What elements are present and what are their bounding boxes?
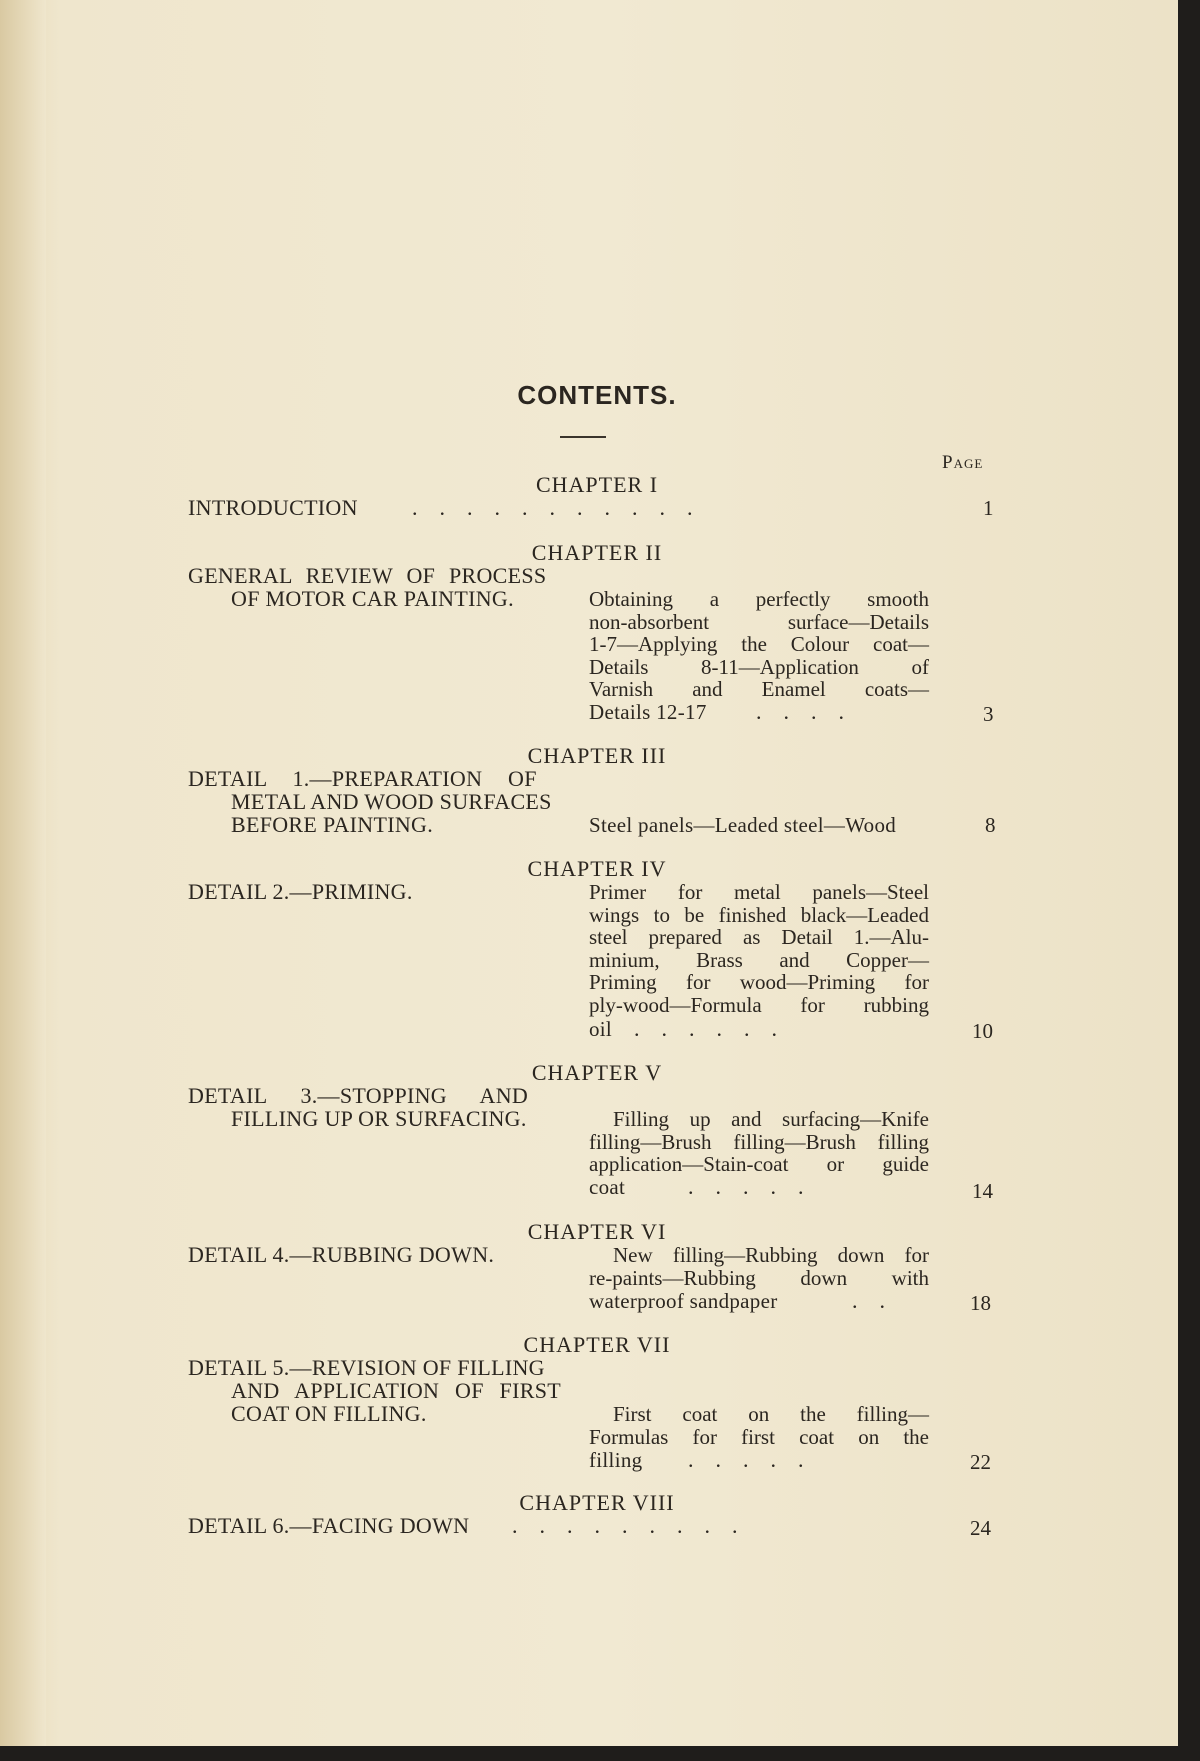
leader-dots: ......... [512, 1513, 760, 1538]
description-line: Priming for wood—Priming for [589, 970, 929, 995]
chapter-description [589, 1403, 929, 1448]
description-line: 1-7—Applying the Colour coat— [589, 632, 929, 657]
chapter-heading: COAT ON FILLING. [231, 1401, 427, 1426]
description-line: New filling—Rubbing down for [613, 1243, 929, 1267]
chapter-description [589, 1244, 929, 1289]
page-number: 3 [983, 702, 994, 726]
description-line: ply-wood—Formula for rubbing [589, 992, 929, 1017]
leader-dots: ........... [412, 495, 715, 520]
description-line: wings to be finished black—Leaded [589, 902, 929, 927]
page-column-heading: Page [942, 452, 984, 473]
leader-dots: ...... [634, 1016, 799, 1041]
chapter-heading: GENERAL REVIEW OF PROCESS [188, 563, 547, 588]
chapter-heading: DETAIL 1.—PREPARATION OF [188, 766, 537, 791]
chapter-heading: DETAIL 4.—RUBBING DOWN. [188, 1242, 495, 1267]
description-line: minium, Brass and Copper— [589, 947, 929, 972]
page-number: 8 [985, 813, 996, 837]
book-edge-bottom [0, 1746, 1200, 1761]
chapter-description [589, 881, 929, 1017]
contents-title: CONTENTS. [517, 380, 677, 410]
chapter-label: CHAPTER VI [527, 1219, 667, 1244]
leader-dots: ..... [688, 1447, 826, 1472]
chapter-description [589, 1108, 929, 1176]
chapter-heading: DETAIL 6.—FACING DOWN [188, 1513, 470, 1538]
chapter-label: CHAPTER VIII [519, 1490, 675, 1515]
chapter-heading: INTRODUCTION [188, 495, 358, 520]
page-number: 18 [970, 1291, 991, 1315]
description-line: Details 12-17 [589, 700, 707, 724]
description-line: Formulas for first coat on the [589, 1424, 929, 1449]
chapter-heading: OF MOTOR CAR PAINTING. [231, 586, 514, 611]
chapter-heading: DETAIL 3.—STOPPING AND [188, 1083, 529, 1108]
description-line: Primer for metal panels—Steel [589, 880, 929, 904]
chapter-label: CHAPTER I [535, 472, 659, 497]
leader-dots: .. [852, 1288, 907, 1313]
description-line: Details 8-11—Application of [589, 654, 929, 679]
chapter-heading: METAL AND WOOD SURFACES [231, 789, 552, 814]
chapter-label: CHAPTER IV [527, 856, 667, 881]
page-number: 22 [970, 1450, 991, 1474]
description-line: Steel panels—Leaded steel—Wood [589, 813, 897, 837]
chapter-label: CHAPTER II [531, 540, 663, 565]
description-line: Varnish and Enamel coats— [589, 677, 929, 702]
description-line: re-paints—Rubbing down with [589, 1265, 929, 1290]
page-number: 10 [972, 1019, 993, 1043]
leader-dots: .... [756, 699, 866, 724]
chapter-label: CHAPTER V [531, 1060, 663, 1085]
description-line: waterproof sandpaper [589, 1289, 778, 1313]
description-line: oil [589, 1017, 613, 1041]
chapter-label: CHAPTER III [527, 743, 667, 768]
description-line: steel prepared as Detail 1.—Alu- [589, 925, 929, 950]
description-line: Obtaining a perfectly smooth [589, 587, 929, 611]
leader-dots: ..... [688, 1174, 826, 1199]
chapter-heading: FILLING UP OR SURFACING. [231, 1106, 527, 1131]
chapter-description [589, 588, 929, 701]
description-line: coat [589, 1175, 626, 1199]
chapter-heading: BEFORE PAINTING. [231, 812, 434, 837]
chapter-heading: DETAIL 5.—REVISION OF FILLING [188, 1355, 545, 1380]
description-line: First coat on the filling— [613, 1402, 929, 1426]
chapter-label: CHAPTER VII [523, 1332, 671, 1357]
title-rule [560, 436, 606, 438]
description-line: application—Stain-coat or guide [589, 1152, 929, 1177]
page-number: 1 [983, 496, 994, 520]
chapter-heading: DETAIL 2.—PRIMING. [188, 879, 413, 904]
page-number: 24 [970, 1516, 991, 1540]
description-line: non-absorbent surface—Details [589, 609, 929, 634]
description-line: filling—Brush filling—Brush filling [589, 1129, 929, 1154]
description-line: Filling up and surfacing—Knife [613, 1107, 929, 1131]
chapter-heading: AND APPLICATION OF FIRST [231, 1378, 561, 1403]
page-number: 14 [972, 1179, 993, 1203]
description-line: filling [589, 1448, 643, 1472]
